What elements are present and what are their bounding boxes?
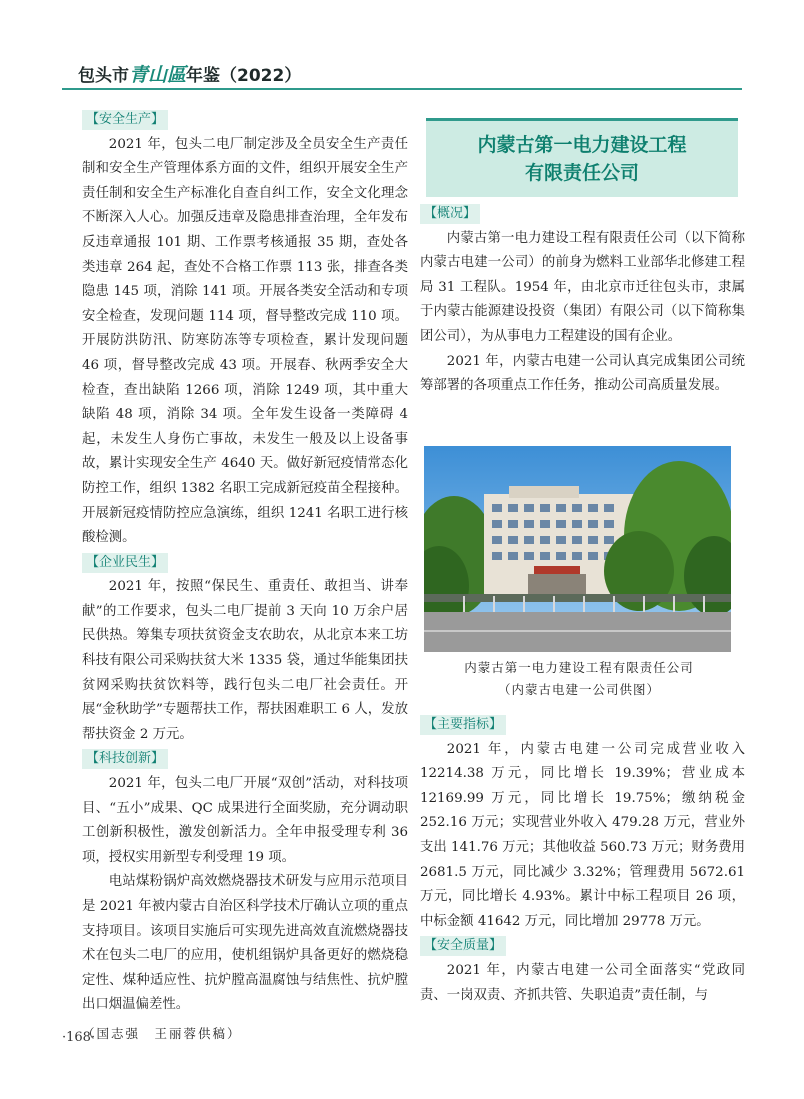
title-suffix: 年鉴（2022）	[186, 66, 302, 86]
left-column	[82, 108, 408, 1047]
innovation-paragraph-1: 2021 年，包头二电厂开展“双创”活动，对科技项目、“五小”成果、QC 成果进行全面奖励，充分调动职工创新积极性，激发创新活力。全年申报受理专利 36 项，授权实用新型专利受理 19 项。	[82, 776, 408, 865]
contributor-credit: （国志强 王丽蓉供稿）	[82, 1025, 242, 1041]
section-heading-indicators: 【主要指标】	[420, 715, 506, 735]
section-heading-quality: 【安全质量】	[420, 936, 506, 956]
innovation-paragraph-2: 电站煤粉锅炉高效燃烧器技术研发与应用示范项目是 2021 年被内蒙古自治区科学技术厅确认立项的重点支持项目。该项目实施后可实现先进高效直流燃烧器技术在包头二电厂的应用，使机组锅炉具备更好的燃烧稳定性、煤种适应性、抗炉膛高温腐蚀与结焦性、抗炉膛出口烟温偏差性。	[82, 874, 408, 1013]
indicators-paragraph: 2021 年，内蒙古电建一公司完成营业收入 12214.38 万元，同比增长 19.39%；营业成本 12169.99 万元，同比增长 19.75%；缴纳税金 252.16 万元；实现营业外收入 479.28 万元，营业外支出 141.76 万元；其他收益 560.73 万元；财务费用 2681.5 万元，同比减少 3.32%；管理费用 5672.61 万元，同比增长 4.93%。累计中标工程项目 26 项，中标金额 41642 万元，同比增加 29778 万元。	[420, 741, 745, 929]
company-title-line1: 内蒙古第一电力建设工程	[477, 134, 687, 156]
company-title-box	[426, 118, 738, 197]
right-column-bottom	[420, 713, 745, 1008]
caption-line2: （内蒙古电建一公司供图）	[497, 682, 660, 697]
overview-paragraph-2: 2021 年，内蒙古电建一公司认真完成集团公司统筹部署的各项重点工作任务，推动公司高质量发展。	[420, 353, 745, 394]
page-number: ·168·	[62, 1030, 96, 1045]
title-prefix: 包头市	[78, 66, 129, 86]
photo-caption	[420, 657, 738, 701]
section-heading-overview: 【概况】	[420, 204, 480, 224]
company-building-photo	[424, 446, 731, 652]
section-heading-innovation: 【科技创新】	[82, 749, 168, 769]
header-rule	[62, 88, 742, 90]
right-column-top	[420, 202, 745, 399]
page-header	[0, 0, 804, 94]
yearbook-title	[78, 60, 301, 87]
section-heading-livelihood: 【企业民生】	[82, 553, 168, 573]
section-heading-safety: 【安全生产】	[82, 110, 168, 130]
overview-paragraph-1: 内蒙古第一电力建设工程有限责任公司（以下简称内蒙古电建一公司）的前身为燃料工业部华北修建工程局 31 工程队。1954 年，由北京市迁往包头市，隶属于内蒙古能源建设投资（集团）有限公司（以下简称集团公司），为从事电力工程建设的国有企业。	[420, 230, 745, 344]
company-title-line2: 有限责任公司	[524, 162, 639, 184]
livelihood-paragraph: 2021 年，按照“保民生、重责任、敢担当、讲奉献”的工作要求，包头二电厂提前 3 天向 10 万余户居民供热。筹集专项扶贫资金支农助农，从北京本来工坊科技有限公司采购扶贫大米 1335 袋，通过华能集团扶贫网采购扶贫饮料等，践行包头二电厂社会责任。开展“金秋助学”专题帮扶工作，帮扶困难职工 6 人，发放帮扶资金 2 万元。	[82, 579, 408, 742]
caption-line1: 内蒙古第一电力建设工程有限责任公司	[464, 660, 694, 675]
title-highlight: 青山區	[129, 64, 187, 86]
building-illustration	[424, 446, 731, 652]
quality-paragraph: 2021 年，内蒙古电建一公司全面落实“党政同责、一岗双责、齐抓共管、失职追责”责任制，与	[420, 962, 745, 1003]
safety-paragraph: 2021 年，包头二电厂制定涉及全员安全生产责任制和安全生产管理体系方面的文件，组织开展安全生产责任制和安全生产标准化自查自纠工作，安全文化理念不断深入人心。加强反违章及隐患排查治理，全年发布反违章通报 101 期、工作票考核通报 35 期，查处各类违章 264 起，查处不合格工作票 113 张，排查各类隐患 145 项，消除 141 项。开展各类安全活动和专项安全检查，发现问题 114 项，督导整改完成 110 项。开展防洪防汛、防寒防冻等专项检查，累计发现问题 46 项，督导整改完成 43 项。开展春、秋两季安全大检查，查出缺陷 1266 项，消除 1249 项，其中重大缺陷 48 项，消除 34 项。全年发生设备一类障碍 4 起，未发生人身伤亡事故，未发生一般及以上设备事故，累计实现安全生产 4640 天。做好新冠疫情常态化防控工作，组织 1382 名职工完成新冠疫苗全程接种。开展新冠疫情防控应急演练，组织 1241 名职工进行核酸检测。	[82, 136, 408, 546]
